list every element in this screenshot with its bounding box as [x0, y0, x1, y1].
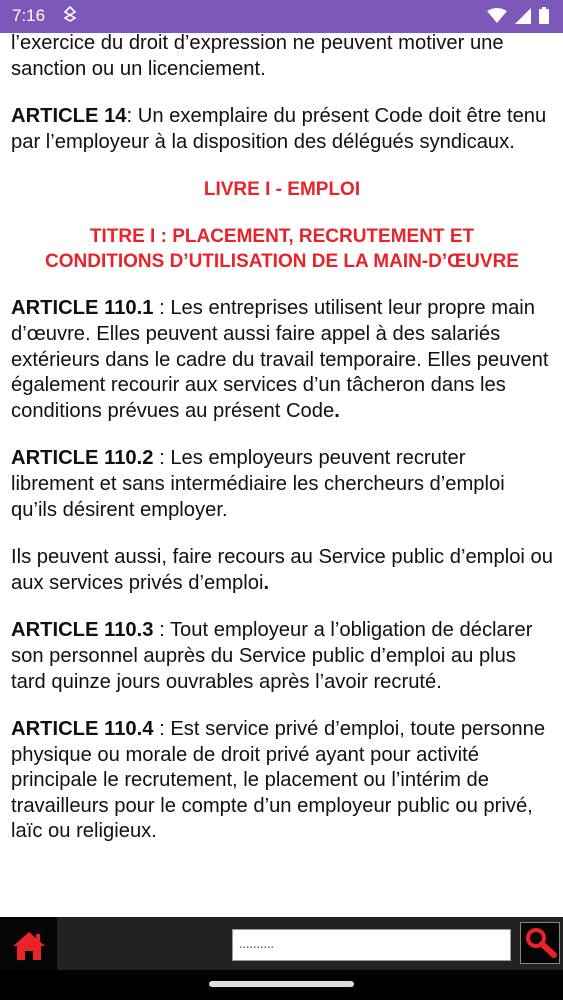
article-text: : Un exemplaire du présent Code doit être tenu par l’employeur à la disposition des délégués syndicaux.	[11, 105, 547, 153]
article-label: ARTICLE 110.4	[11, 718, 154, 741]
document-content	[11, 31, 553, 916]
article-110-3	[11, 618, 553, 695]
article-text: : Les entreprises utilisent leur propre main d’œuvre. Elles peuvent aussi faire appel à des salariés extérieurs dans le cadre du travail temporaire. Elles peuvent également recourir aux services d’un tâcheron dans les conditions prévues au présent Code	[11, 297, 549, 422]
signal-icon	[515, 8, 531, 24]
status-time: 7:16	[12, 6, 46, 25]
home-button[interactable]	[0, 917, 57, 970]
article-110-1	[11, 296, 553, 424]
livre-heading-text: LIVRE I - EMPLOI	[203, 179, 361, 201]
article-label: ARTICLE 110.3	[11, 619, 154, 642]
article-text: : Les employeurs peuvent recruter librement et sans intermédiaire les chercheurs d’emploi qu’ils désirent employer.	[11, 447, 505, 521]
titre-heading-line2: CONDITIONS D’UTILISATION DE LA MAIN-D’ŒUVRE	[45, 251, 519, 273]
paragraph-text: Ils peuvent aussi, faire recours au Service public d’emploi ou aux services privés d’emploi	[11, 546, 553, 594]
paragraph	[11, 545, 553, 596]
system-nav-bar	[0, 970, 563, 1000]
wifi-icon	[487, 8, 507, 24]
home-icon	[12, 931, 46, 961]
article-text: : Est service privé d’emploi, toute personne physique ou morale de droit privé ayant pour activité principale le recrutement, le placement ou l’intérim de travailleurs pour le compte d’un employeur public ou privé, laïc ou religieux.	[11, 718, 546, 843]
paragraph-end: .	[263, 571, 270, 594]
bottom-toolbar	[0, 917, 563, 970]
article-110-2	[11, 446, 553, 523]
titre-heading-line1: TITRE I : PLACEMENT, RECRUTEMENT ET	[89, 226, 475, 248]
search-input[interactable]	[232, 929, 511, 961]
search-button[interactable]	[520, 922, 560, 964]
magnifier-icon	[522, 925, 558, 961]
article-label: ARTICLE 110.2	[11, 447, 154, 470]
paragraph	[11, 31, 553, 82]
status-bar	[0, 0, 563, 33]
article-label: ARTICLE 14	[11, 105, 127, 128]
battery-icon	[539, 7, 549, 24]
status-icons	[487, 7, 549, 24]
article-110-4	[11, 717, 553, 845]
livre-heading	[11, 177, 553, 202]
paragraph-text: l’exercice du droit d’expression ne peuvent motiver une sanction ou un licenciement.	[11, 32, 504, 80]
article-end: .	[334, 399, 340, 422]
article-label: ARTICLE 110.1	[11, 297, 154, 320]
titre-heading	[11, 224, 553, 274]
article-text: : Tout employeur a l’obligation de déclarer son personnel auprès du Service public d’emploi au plus tard quinze jours ouvrables après l’avoir recruté.	[11, 619, 533, 693]
article-14	[11, 104, 553, 155]
notification-icon	[63, 6, 77, 25]
gesture-handle[interactable]	[209, 981, 354, 987]
